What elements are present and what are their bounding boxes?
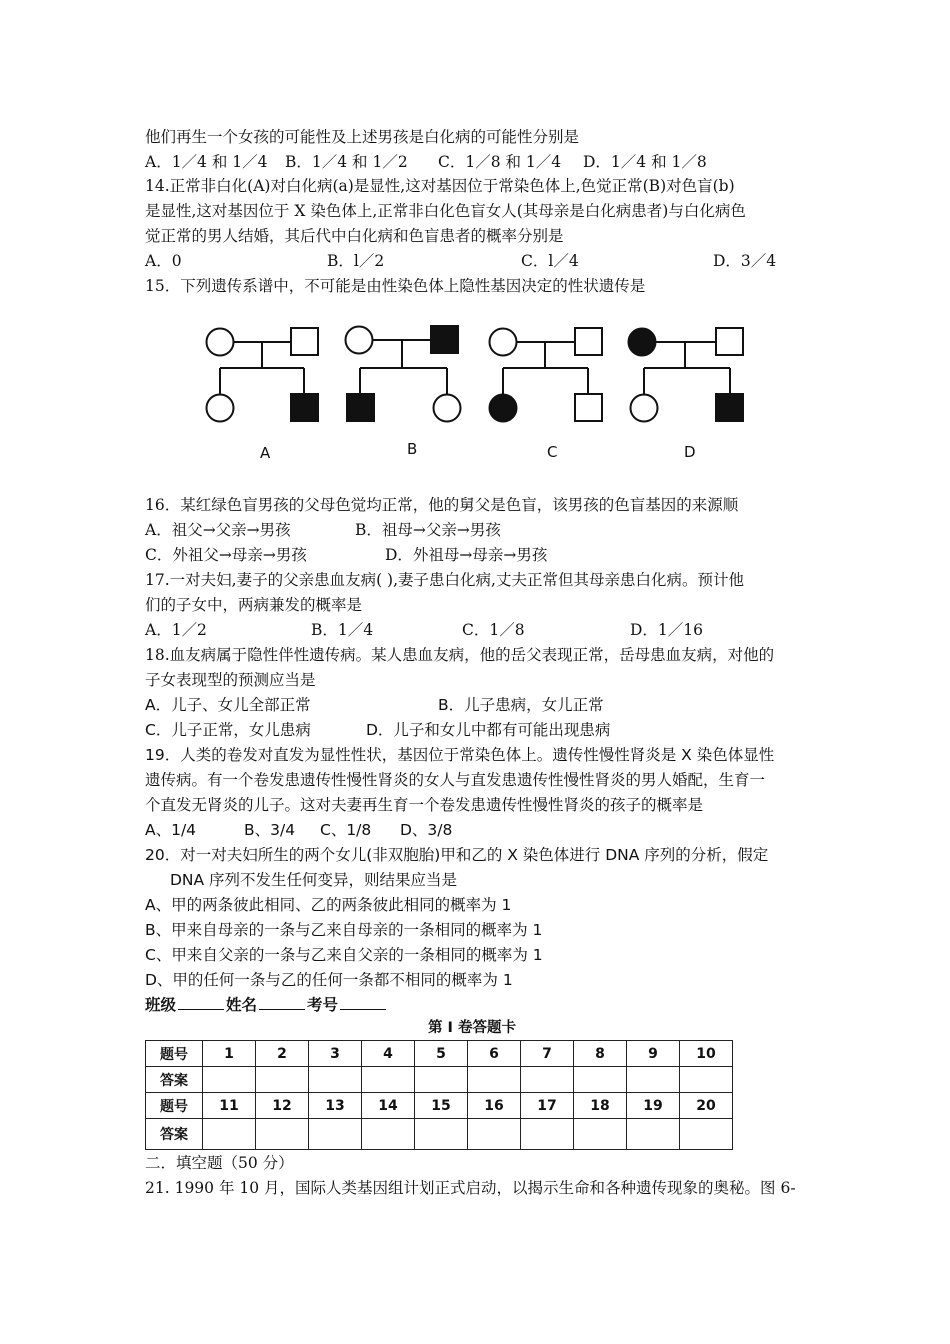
- question-number: 15: [415, 1093, 468, 1119]
- pedigree-label-c: C: [547, 443, 558, 461]
- q19-option-b: B、3/4: [244, 821, 296, 839]
- pedigree-label-b: B: [407, 440, 418, 458]
- q21-stem: 21. 1990 年 10 月，国际人类基因组计划正式启动，以揭示生命和各种遗传现象的奥秘。图 6-: [145, 1179, 796, 1197]
- answer-cell[interactable]: [362, 1067, 415, 1093]
- answer-card-row-numbers-2: [146, 1093, 733, 1119]
- answer-cell[interactable]: [574, 1119, 627, 1150]
- q18-line-1: 18.血友病属于隐性伴性遗传病。某人患血友病，他的岳父表现正常，岳母患血友病，对他的: [145, 646, 775, 664]
- q20-option-b: B、甲来自母亲的一条与乙来自母亲的一条相同的概率为 1: [145, 921, 543, 939]
- question-number: 16: [468, 1093, 521, 1119]
- q18-option-c: C．儿子正常，女儿患病: [145, 721, 311, 739]
- section-2-heading: 二．填空题（50 分）: [145, 1154, 294, 1172]
- class-label: 班级: [145, 996, 177, 1014]
- q13-option-d: D．1／4 和 1／8: [583, 153, 707, 171]
- answer-cell[interactable]: [680, 1119, 733, 1150]
- question-number: 9: [627, 1041, 680, 1067]
- q19-line-3: 个直发无肾炎的儿子。这对夫妻再生育一个卷发患遗传性慢性肾炎的孩子的概率是: [145, 796, 704, 814]
- q17-line-1: 17.一对夫妇,妻子的父亲患血友病( ),妻子患白化病,丈夫正常但其母亲患白化病。预计他: [145, 571, 744, 589]
- q20-line-1: 20．对一对夫妇所生的两个女儿(非双胞胎)甲和乙的 X 染色体进行 DNA 序列的分析，假定: [145, 846, 769, 864]
- answer-card-table: [145, 1040, 733, 1150]
- q13-option-c: C．1／8 和 1／4: [438, 153, 562, 171]
- q19-option-d: D、3/8: [400, 821, 453, 839]
- pedigree-d: [629, 328, 744, 422]
- q13-option-a: A．1／4 和 1／4: [145, 153, 268, 171]
- question-number: 6: [468, 1041, 521, 1067]
- answer-cell[interactable]: [362, 1119, 415, 1150]
- q16-option-d: D．外祖母→母亲→男孩: [385, 546, 548, 564]
- q20-option-c: C、甲来自父亲的一条与乙来自父亲的一条相同的概率为 1: [145, 946, 543, 964]
- answer-header: 答案: [146, 1067, 203, 1093]
- q18-line-2: 子女表现型的预测应当是: [145, 671, 316, 689]
- pedigree-a: [207, 328, 319, 422]
- q14-line-1: 14.正常非白化(A)对白化病(a)是显性,这对基因位于常染色体上,色觉正常(B)对色盲(b): [145, 177, 735, 195]
- question-number: 1: [203, 1041, 256, 1067]
- q14-option-b: B．l／2: [327, 252, 385, 270]
- answer-cell[interactable]: [521, 1067, 574, 1093]
- q20-option-a: A、甲的两条彼此相同、乙的两条彼此相同的概率为 1: [145, 896, 512, 914]
- question-number: 7: [521, 1041, 574, 1067]
- question-number: 5: [415, 1041, 468, 1067]
- question-number-header: 题号: [146, 1093, 203, 1119]
- answer-cell[interactable]: [309, 1067, 362, 1093]
- question-number: 3: [309, 1041, 362, 1067]
- question-number: 12: [256, 1093, 309, 1119]
- answer-cell[interactable]: [203, 1119, 256, 1150]
- answer-cell[interactable]: [468, 1067, 521, 1093]
- question-number: 18: [574, 1093, 627, 1119]
- pedigree-label-a: A: [260, 444, 271, 462]
- q16-option-a: A．祖父→父亲→男孩: [145, 521, 291, 539]
- answer-cell[interactable]: [203, 1067, 256, 1093]
- question-number: 14: [362, 1093, 415, 1119]
- question-number: 4: [362, 1041, 415, 1067]
- question-number: 8: [574, 1041, 627, 1067]
- question-number: 2: [256, 1041, 309, 1067]
- pedigree-c: [490, 328, 603, 422]
- q14-line-3: 觉正常的男人结婚，其后代中白化病和色盲患者的概率分别是: [145, 227, 564, 245]
- id-label: 考号: [307, 996, 339, 1014]
- name-label: 姓名: [226, 996, 258, 1014]
- pedigree-diagrams: [195, 318, 765, 468]
- answer-cell[interactable]: [627, 1067, 680, 1093]
- answer-cell[interactable]: [415, 1119, 468, 1150]
- pedigree-b: [346, 326, 461, 422]
- answer-cell[interactable]: [256, 1067, 309, 1093]
- answer-card-row-numbers-1: [146, 1041, 733, 1067]
- q17-option-c: C．1／8: [462, 621, 525, 639]
- answer-cell[interactable]: [627, 1119, 680, 1150]
- id-blank[interactable]: [340, 995, 386, 1010]
- answer-cell[interactable]: [415, 1067, 468, 1093]
- answer-cell[interactable]: [574, 1067, 627, 1093]
- q17-option-a: A．1／2: [145, 621, 207, 639]
- q19-line-1: 19．人类的卷发对直发为显性性状，基因位于常染色体上。遗传性慢性肾炎是 X 染色体显性: [145, 746, 775, 764]
- q16-stem: 16．某红绿色盲男孩的父母色觉均正常，他的舅父是色盲，该男孩的色盲基因的来源顺: [145, 496, 739, 514]
- answer-cell[interactable]: [468, 1119, 521, 1150]
- q13-option-b: B．1／4 和 1／2: [285, 153, 408, 171]
- answer-header: 答案: [146, 1119, 203, 1150]
- answer-cell[interactable]: [521, 1119, 574, 1150]
- answer-card-row-answers-2: [146, 1119, 733, 1150]
- q19-option-c: C、1/8: [320, 821, 372, 839]
- q14-option-a: A．0: [145, 252, 182, 270]
- q18-option-d: D．儿子和女儿中都有可能出现患病: [366, 721, 611, 739]
- question-number: 13: [309, 1093, 362, 1119]
- question-number: 10: [680, 1041, 733, 1067]
- name-blank[interactable]: [259, 995, 305, 1010]
- q19-line-2: 遗传病。有一个卷发患遗传性慢性肾炎的女人与直发患遗传性慢性肾炎的男人婚配，生育一: [145, 771, 766, 789]
- q16-option-c: C．外祖父→母亲→男孩: [145, 546, 307, 564]
- question-number: 20: [680, 1093, 733, 1119]
- q19-option-a: A、1/4: [145, 821, 197, 839]
- answer-card-title: 第 I 卷答题卡: [428, 1020, 516, 1036]
- question-number: 11: [203, 1093, 256, 1119]
- q18-option-b: B．儿子患病，女儿正常: [438, 696, 604, 714]
- q14-option-d: D．3／4: [713, 252, 777, 270]
- q16-option-b: B．祖母→父亲→男孩: [355, 521, 501, 539]
- q18-option-a: A．儿子、女儿全部正常: [145, 696, 311, 714]
- q14-option-c: C．l／4: [521, 252, 579, 270]
- q20-line-2: DNA 序列不发生任何变异，则结果应当是: [170, 871, 458, 889]
- q17-option-d: D．1／16: [630, 621, 704, 639]
- answer-cell[interactable]: [309, 1119, 362, 1150]
- q15-stem: 15．下列遗传系谱中，不可能是由性染色体上隐性基因决定的性状遗传是: [145, 277, 646, 295]
- q17-option-b: B．1／4: [311, 621, 374, 639]
- question-number-header: 题号: [146, 1041, 203, 1067]
- question-number: 19: [627, 1093, 680, 1119]
- answer-cell[interactable]: [680, 1067, 733, 1093]
- pedigree-label-d: D: [684, 443, 696, 461]
- class-blank[interactable]: [178, 995, 224, 1010]
- answer-card-row-answers-1: [146, 1067, 733, 1093]
- student-info: [145, 995, 388, 1015]
- q20-option-d: D、甲的任何一条与乙的任何一条都不相同的概率为 1: [145, 971, 513, 989]
- q14-line-2: 是显性,这对基因位于 X 染色体上,正常非白化色盲女人(其母亲是白化病患者)与白化病色: [145, 202, 746, 220]
- q17-line-2: 们的子女中，两病兼发的概率是: [145, 596, 363, 614]
- question-number: 17: [521, 1093, 574, 1119]
- answer-cell[interactable]: [256, 1119, 309, 1150]
- q13-tail: 他们再生一个女孩的可能性及上述男孩是白化病的可能性分别是: [145, 128, 580, 146]
